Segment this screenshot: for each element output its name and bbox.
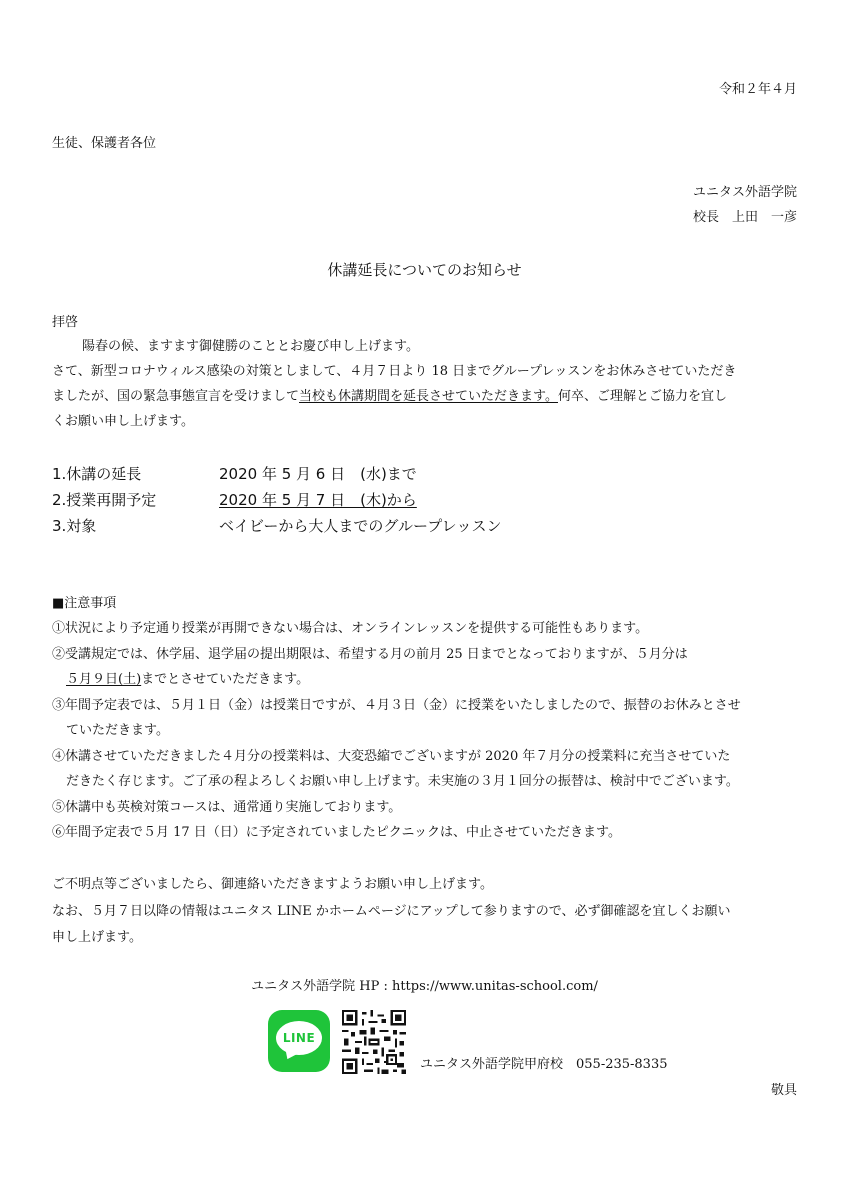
body-line-3: [52, 390, 727, 403]
body-line-2: さて、新型コロナウィルス感染の対策としまして、４月７日より 18 日までグループレッスンをお休みさせていただき: [52, 364, 737, 379]
note-1: ①状況により予定通り授業が再開できない場合は、オンラインレッスンを提供する可能性もあります。: [52, 621, 649, 636]
note-2a: ②受講規定では、休学届、退学届の提出期限は、希望する月の前月 25 日までとなっておりますが、５月分は: [52, 647, 688, 662]
closing-2: なお、５月７日以降の情報はユニタス LINE かホームページにアップして参りますので、必ず御確認を宜しくお願い: [52, 904, 731, 919]
body-line-4: くお願い申し上げます。: [52, 414, 194, 429]
note-3a: ③年間予定表では、５月１日（金）は授業日ですが、４月３日（金）に授業をいたしましたので、振替のお休みとさせ: [52, 698, 741, 713]
body-line-3-underlined: 当校も休講期間を延長させていただきます。: [299, 389, 558, 404]
detail-label-3: 3.対象: [52, 517, 97, 535]
sign-off: 敬具: [770, 1083, 797, 1098]
sender-line: [693, 211, 797, 224]
body-line-1: 陽春の候、ますます御健勝のこととお慶び申し上げます。: [82, 339, 419, 354]
contact-info: ユニタス外語学院甲府校 055-235-8335: [420, 1057, 668, 1072]
note-4a: ④休講させていただきました４月分の授業料は、大変恐縮でございますが 2020 年７月分の授業料に充当させていた: [52, 749, 731, 764]
qr-code-icon[interactable]: [342, 1010, 406, 1074]
greeting: 拝啓: [52, 315, 79, 330]
note-5: ⑤休講中も英検対策コースは、通常通り実施しております。: [52, 800, 402, 815]
closing-1: ご不明点等ございましたら、御連絡いただきますようお願い申し上げます。: [52, 877, 493, 892]
page-title: 休講延長についてのお知らせ: [327, 261, 522, 279]
detail-value-1: 2020 年 5 月 6 日 (水)まで: [219, 465, 417, 483]
detail-label-1: 1.休講の延長: [52, 465, 142, 483]
homepage-url[interactable]: ユニタス外語学院 HP : https://www.unitas-school.com/: [251, 979, 598, 994]
note-4b: だきたく存じます。ご了承の程よろしくお願い申し上げます。未実施の３月１回分の振替は、検討中でございます。: [66, 774, 739, 789]
sender-name: 上田 一彦: [731, 210, 797, 225]
note-6: ⑥年間予定表で５月 17 日（日）に予定されていましたピクニックは、中止させていただきます。: [52, 825, 621, 840]
note-2b-rest: までとさせていただきます。: [141, 672, 310, 687]
addressee: 生徒、保護者各位: [52, 136, 157, 151]
sender-org: ユニタス外語学院: [692, 185, 797, 200]
line-logo-icon[interactable]: [268, 1010, 330, 1072]
closing-3: 申し上げます。: [52, 930, 142, 945]
detail-label-2: 2.授業再開予定: [52, 491, 157, 509]
detail-value-2: 2020 年 5 月 7 日 (木)から: [219, 491, 417, 509]
detail-value-3: ベイビーから大人までのグループレッスン: [219, 517, 502, 535]
note-2b-date: ５月９日(土): [66, 672, 142, 687]
note-3b: ていただきます。: [66, 723, 169, 738]
body-line-3a: ましたが、国の緊急事態宣言を受けまして: [52, 389, 300, 404]
note-2b: [66, 673, 309, 686]
notes-heading: ■注意事項: [52, 596, 117, 611]
date: 令和２年４月: [718, 82, 797, 97]
sender-title: 校長: [692, 210, 719, 225]
body-line-3c: 何卒、ご理解とご協力を宜し: [557, 389, 727, 404]
line-logo-text: LINE: [282, 1031, 316, 1045]
